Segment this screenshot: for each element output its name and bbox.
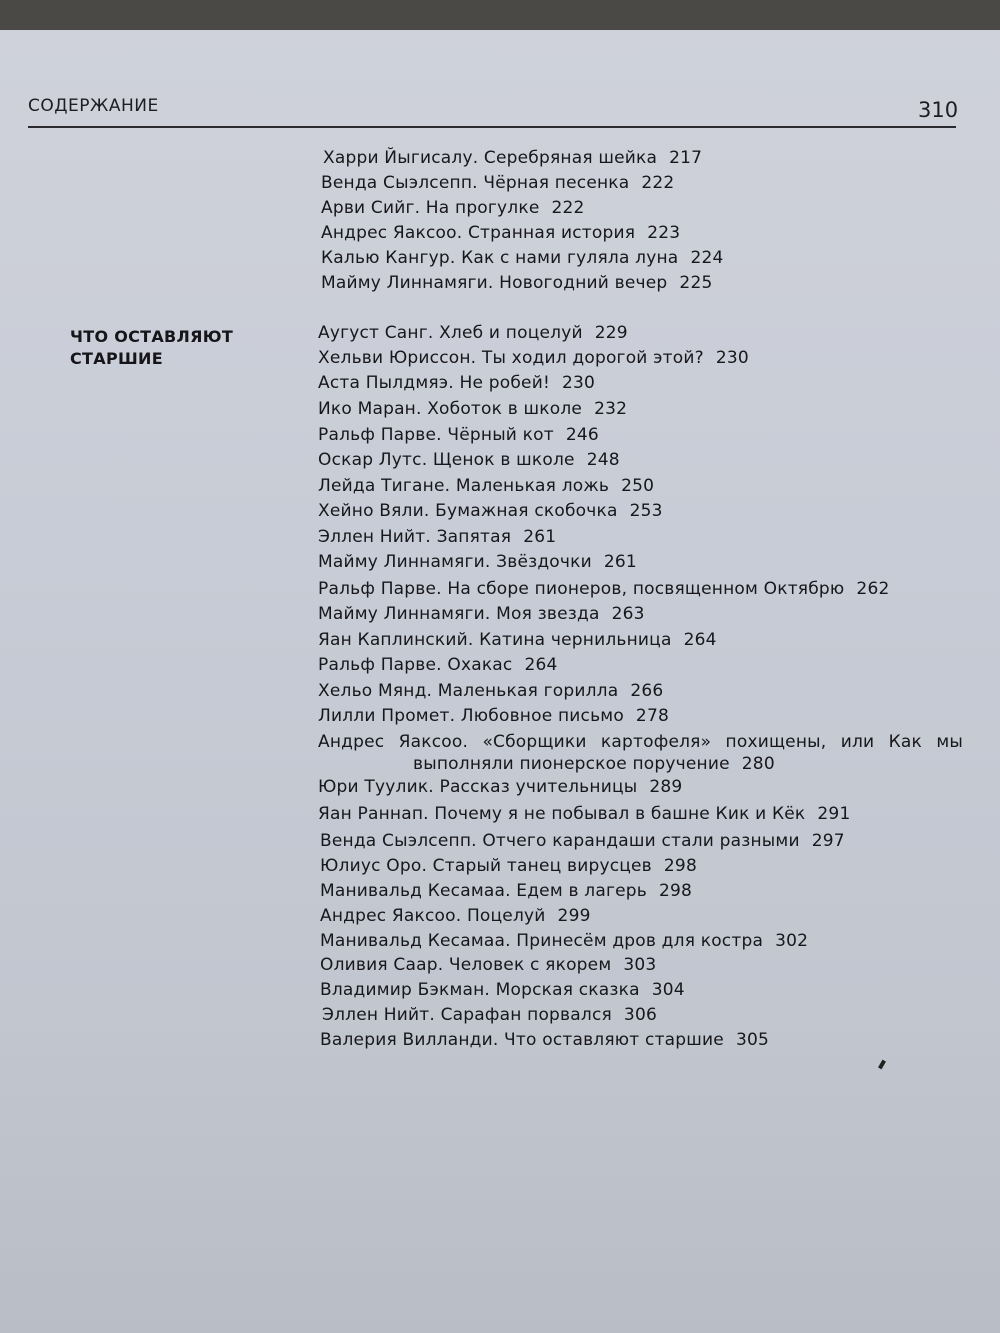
toc-entry-title: Яан Раннап. Почему я не побывал в башне Кик и Кёк: [318, 804, 806, 824]
toc-entry: [320, 881, 692, 901]
toc-entry: [318, 450, 620, 470]
toc-entry-title: Ико Маран. Хоботок в школе: [318, 399, 583, 419]
toc-entry-page: 298: [663, 856, 697, 876]
toc-entry-title: Владимир Бэкман. Морская сказка: [320, 980, 640, 1000]
toc-entry-page: 262: [856, 579, 890, 599]
toc-entry: [318, 604, 645, 624]
toc-entry-title: Ральф Парве. На сборе пионеров, посвященном Октябрю: [318, 579, 845, 599]
toc-entry-page: 303: [623, 955, 657, 975]
toc-entry: [320, 831, 845, 851]
running-header: СОДЕРЖАНИЕ: [28, 96, 159, 116]
toc-entry: [318, 630, 717, 650]
section-title-line1: ЧТО ОСТАВЛЯЮТ: [70, 327, 234, 346]
toc-entry: [320, 906, 591, 926]
toc-entry-title: Майму Линнамяги. Новогодний вечер: [321, 273, 668, 293]
toc-entry-title: Юлиус Оро. Старый танец вирусцев: [320, 856, 652, 876]
toc-entry-page: 278: [635, 706, 669, 726]
toc-entry: [323, 148, 702, 168]
toc-entry-page: 230: [561, 373, 596, 393]
toc-entry-page: 253: [629, 501, 663, 521]
toc-entry: [318, 579, 889, 599]
toc-entry: [318, 552, 637, 572]
toc-entry-page: 264: [524, 655, 558, 675]
toc-entry-title: Хельви Юриссон. Ты ходил дорогой этой?: [318, 348, 704, 368]
ink-mark: [878, 1060, 886, 1070]
toc-entry-page: 306: [623, 1005, 657, 1025]
toc-entry-page: 222: [551, 198, 585, 218]
toc-entry-title: Майму Линнамяги. Моя звезда: [318, 604, 600, 624]
toc-entry-page: 229: [594, 323, 628, 343]
toc-entry: [318, 777, 682, 797]
toc-entry: [320, 931, 808, 951]
page-number: 310: [918, 98, 959, 122]
toc-entry-title: Аста Пылдмяэ. Не робей!: [318, 373, 550, 393]
toc-entry-page: 261: [603, 552, 637, 572]
toc-entry-page: 291: [817, 804, 851, 824]
toc-entry-page: 248: [586, 450, 620, 470]
toc-entry-title: Арви Сийг. На прогулке: [321, 198, 540, 218]
toc-entry-title: Ральф Парве. Чёрный кот: [318, 425, 554, 445]
toc-entry-title: Аугуст Санг. Хлеб и поцелуй: [318, 323, 583, 343]
toc-entry: [320, 856, 697, 876]
toc-entry-page: 266: [630, 681, 664, 701]
toc-entry: [318, 732, 963, 776]
toc-entry-title: Оскар Лутс. Щенок в школе: [318, 450, 575, 470]
toc-entry: [318, 399, 627, 419]
toc-entry-title: Лилли Промет. Любовное письмо: [318, 706, 624, 726]
toc-entry: [321, 223, 680, 243]
toc-entry-title-continued: выполняли пионерское поручение 280: [413, 754, 775, 774]
toc-entry-page: 225: [679, 273, 713, 293]
toc-entry-page: 230: [715, 348, 749, 368]
toc-entry-title: Андрес Яаксоо. Странная история: [321, 223, 636, 243]
toc-entry-title: Оливия Саар. Человек с якорем: [320, 955, 612, 975]
toc-entry-title: Майму Линнамяги. Звёздочки: [318, 552, 592, 572]
toc-entry-page: 217: [669, 148, 703, 168]
book-page: [0, 30, 1000, 1333]
toc-entry-page: 298: [658, 881, 693, 901]
toc-entry-title: Калью Кангур. Как с нами гуляла луна: [321, 248, 679, 268]
toc-entry: [318, 804, 850, 824]
toc-entry-page: 299: [557, 906, 591, 926]
toc-entry-title: Ральф Парве. Охакас: [318, 655, 513, 675]
toc-entry-page: 224: [690, 248, 724, 268]
toc-entry: [318, 476, 654, 496]
toc-entry-title: Хельо Мянд. Маленькая горилла: [318, 681, 619, 701]
toc-entry-title: Эллен Нийт. Сарафан порвался: [322, 1005, 612, 1025]
toc-entry: [321, 273, 712, 293]
toc-entry: [318, 706, 669, 726]
toc-entry-title: Манивальд Кесамаа. Едем в лагерь: [320, 881, 647, 901]
toc-entry-page: 222: [641, 173, 675, 193]
toc-entry-page: 264: [683, 630, 717, 650]
toc-entry: [322, 1005, 657, 1025]
toc-entry: [318, 323, 628, 343]
toc-entry-title: Лейда Тигане. Маленькая ложь: [318, 476, 610, 496]
toc-entry-title: Манивальд Кесамаа. Принесём дров для костра: [320, 931, 764, 951]
toc-entry: [318, 425, 599, 445]
toc-entry-title: Юри Туулик. Рассказ учительницы: [318, 777, 638, 797]
toc-entry: [318, 527, 556, 547]
toc-entry-title: Яан Каплинский. Катина чернильница: [318, 630, 672, 650]
toc-entry-page: 302: [775, 931, 809, 951]
toc-entry: [318, 681, 663, 701]
toc-entry-title: Венда Сыэлсепп. Отчего карандаши стали разными: [320, 831, 800, 851]
toc-entry: [321, 198, 585, 218]
toc-entry: [318, 655, 558, 675]
header-rule: [28, 126, 956, 128]
toc-entry: [320, 1030, 769, 1050]
toc-entry: [318, 373, 595, 393]
toc-entry-page: 304: [651, 980, 685, 1000]
toc-entry: [318, 348, 749, 368]
toc-entry-page: 305: [735, 1030, 770, 1050]
toc-entry-page: 263: [611, 604, 645, 624]
toc-entry-page: 223: [647, 223, 681, 243]
toc-entry-page: 246: [565, 425, 599, 445]
toc-entry: [321, 248, 724, 268]
toc-entry-page: 261: [523, 527, 557, 547]
toc-entry-title: Эллен Нийт. Запятая: [318, 527, 512, 547]
toc-entry-title: Андрес Яаксоо. «Сборщики картофеля» похищены, или Как мы: [318, 732, 963, 752]
section-title-line2: СТАРШИЕ: [70, 349, 163, 368]
toc-entry: [321, 173, 674, 193]
toc-entry-title: Валерия Вилланди. Что оставляют старшие: [320, 1030, 724, 1050]
toc-entry-title: Хейно Вяли. Бумажная скобочка: [318, 501, 618, 521]
toc-entry-page: 297: [811, 831, 845, 851]
toc-entry-title: Андрес Яаксоо. Поцелуй: [320, 906, 546, 926]
toc-entry: [318, 501, 663, 521]
toc-entry-page: 289: [649, 777, 683, 797]
toc-entry-page: 250: [621, 476, 655, 496]
toc-entry: [320, 955, 656, 975]
toc-entry-page: 280: [741, 754, 775, 774]
toc-entry-page: 232: [594, 399, 628, 419]
toc-entry-title: Венда Сыэлсепп. Чёрная песенка: [321, 173, 630, 193]
toc-entry-title: Харри Йыгисалу. Серебряная шейка: [323, 148, 658, 168]
toc-entry: [320, 980, 685, 1000]
section-title: [70, 326, 290, 370]
